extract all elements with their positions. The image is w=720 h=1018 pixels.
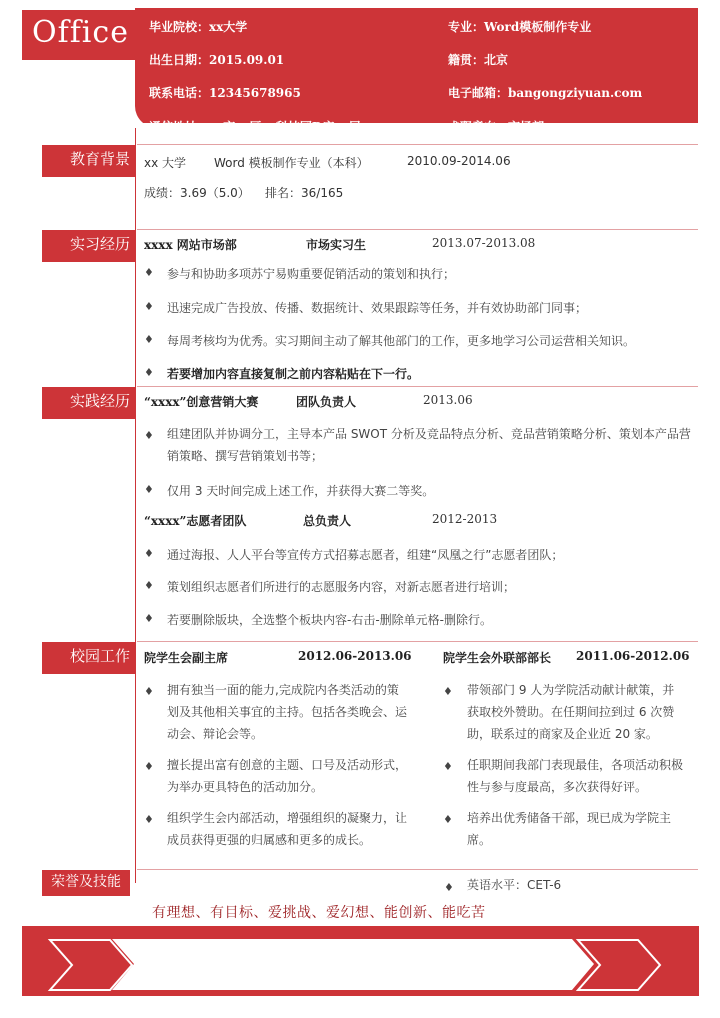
intern-bullet: 参与和协助多项苏宁易购重要促销活动的策划和执行；	[167, 267, 456, 281]
edu-gpa: 成绩：3.69（5.0）	[144, 186, 250, 200]
intern-bullet: 每周考核均为优秀。实习期间主动了解其他部门的工作，更多地学习公司运营相关知识。	[167, 334, 636, 348]
campus-left-period: 2012.06-2013.06	[298, 649, 412, 663]
campus-right-period: 2011.06-2012.06	[576, 649, 690, 663]
edu-major: Word 模板制作专业（本科）	[214, 156, 369, 170]
practice-bullet: 组建团队并协调分工，主导本产品 SWOT 分析及竞品特点分析、竞品营销策略分析、策划本产品营销策略、撰写营销策划书等；	[167, 427, 691, 463]
footer-arrow-band	[22, 926, 699, 996]
bullet-icon: ♦	[144, 813, 154, 826]
intern-bullet: 若要增加内容直接复制之前内容粘贴在下一行。	[167, 367, 420, 381]
practice-bullet: 仅用 3 天时间完成上述工作，并获得大赛二等奖。	[167, 484, 435, 498]
bullet-icon: ♦	[444, 881, 454, 894]
edu-rank: 排名：36/165	[265, 186, 344, 200]
honor-english: 英语水平：CET-6	[467, 878, 562, 892]
bullet-icon: ♦	[144, 483, 154, 496]
campus-left-bullet: 拥有独当一面的能力,完成院内各类活动的策划及其他相关事宜的主持。包括各类晚会、运动会、辩论会等。	[167, 683, 408, 741]
practice-period: 2012-2013	[432, 512, 498, 526]
practice-role: 总负责人	[303, 514, 352, 528]
section-label-practice: 实践经历	[42, 387, 136, 419]
bullet-icon: ♦	[144, 429, 154, 442]
practice-bullet: 策划组织志愿者们所进行的志愿服务内容，对新志愿者进行培训；	[167, 580, 516, 594]
info-email: 电子邮箱：bangongziyuan.com	[448, 86, 643, 100]
intern-period: 2013.07-2013.08	[432, 236, 536, 250]
bullet-icon: ♦	[144, 366, 154, 379]
practice-title: “xxxx”志愿者团队	[144, 514, 247, 528]
info-birthdate: 出生日期：2015.09.01	[149, 53, 285, 67]
section-label-internship: 实习经历	[42, 230, 136, 262]
bullet-icon: ♦	[144, 612, 154, 625]
header-cover	[137, 123, 699, 145]
section-label-honors: 荣誉及技能	[42, 870, 130, 896]
practice-bullet: 通过海报、人人平台等宣传方式招募志愿者，组建“凤凰之行”志愿者团队；	[167, 548, 564, 562]
campus-left-title: 院学生会副主席	[144, 651, 229, 665]
section-label-education: 教育背景	[42, 145, 136, 177]
bullet-icon: ♦	[144, 579, 154, 592]
info-major: 专业：Word模板制作专业	[448, 20, 592, 34]
campus-right-title: 院学生会外联部部长	[443, 651, 552, 665]
practice-title: “xxxx”创意营销大赛	[144, 395, 259, 409]
divider	[137, 386, 698, 387]
divider	[137, 144, 698, 145]
bullet-icon: ♦	[144, 300, 154, 313]
info-phone: 联系电话：12345678965	[149, 86, 301, 100]
info-hometown: 籍贯：北京	[448, 53, 509, 67]
edu-school: xx 大学	[144, 156, 187, 170]
intern-bullet: 迅速完成广告投放、传播、数据统计、效果跟踪等任务，并有效协助部门同事；	[167, 301, 588, 315]
bullet-icon: ♦	[144, 266, 154, 279]
practice-bullet: 若要删除版块，全选整个板块内容-右击-删除单元格-删除行。	[167, 613, 492, 627]
arrow-decoration-icon	[22, 926, 699, 996]
bullet-icon: ♦	[144, 760, 154, 773]
bullet-icon: ♦	[443, 760, 453, 773]
campus-left-bullet: 擅长提出富有创意的主题、口号及活动形式，为举办更具特色的活动加分。	[167, 758, 408, 794]
divider	[137, 641, 698, 642]
motto: 有理想、有目标、爱挑战、爱幻想、能创新、能吃苦	[152, 905, 486, 921]
personal-info-panel	[135, 8, 698, 128]
bullet-icon: ♦	[144, 685, 154, 698]
campus-right-bullet: 带领部门 9 人为学院活动献计献策，并获取校外赞助。在任期间拉到过 6 次赞助，联系过的商家及企业近 20 家。	[467, 683, 675, 741]
bullet-icon: ♦	[443, 685, 453, 698]
intern-role: 市场实习生	[306, 238, 367, 252]
divider	[137, 869, 698, 870]
logo: Office	[22, 10, 137, 60]
campus-right-bullet: 培养出优秀储备干部，现已成为学院主席。	[467, 811, 672, 847]
campus-left-bullet: 组织学生会内部活动，增强组织的凝聚力，让成员获得更强的归属感和更多的成长。	[167, 811, 408, 847]
edu-period: 2010.09-2014.06	[407, 154, 511, 168]
divider	[137, 229, 698, 230]
practice-role: 团队负责人	[296, 395, 357, 409]
campus-right-bullet: 任职期间我部门表现最佳，各项活动积极性与参与度最高，多次获得好评。	[467, 758, 684, 794]
bullet-icon: ♦	[144, 333, 154, 346]
section-label-campus: 校园工作	[42, 642, 136, 674]
intern-company: xxxx 网站市场部	[144, 238, 237, 252]
bullet-icon: ♦	[443, 813, 453, 826]
practice-period: 2013.06	[423, 393, 473, 407]
bullet-icon: ♦	[144, 547, 154, 560]
info-school: 毕业院校：xx大学	[149, 20, 248, 34]
